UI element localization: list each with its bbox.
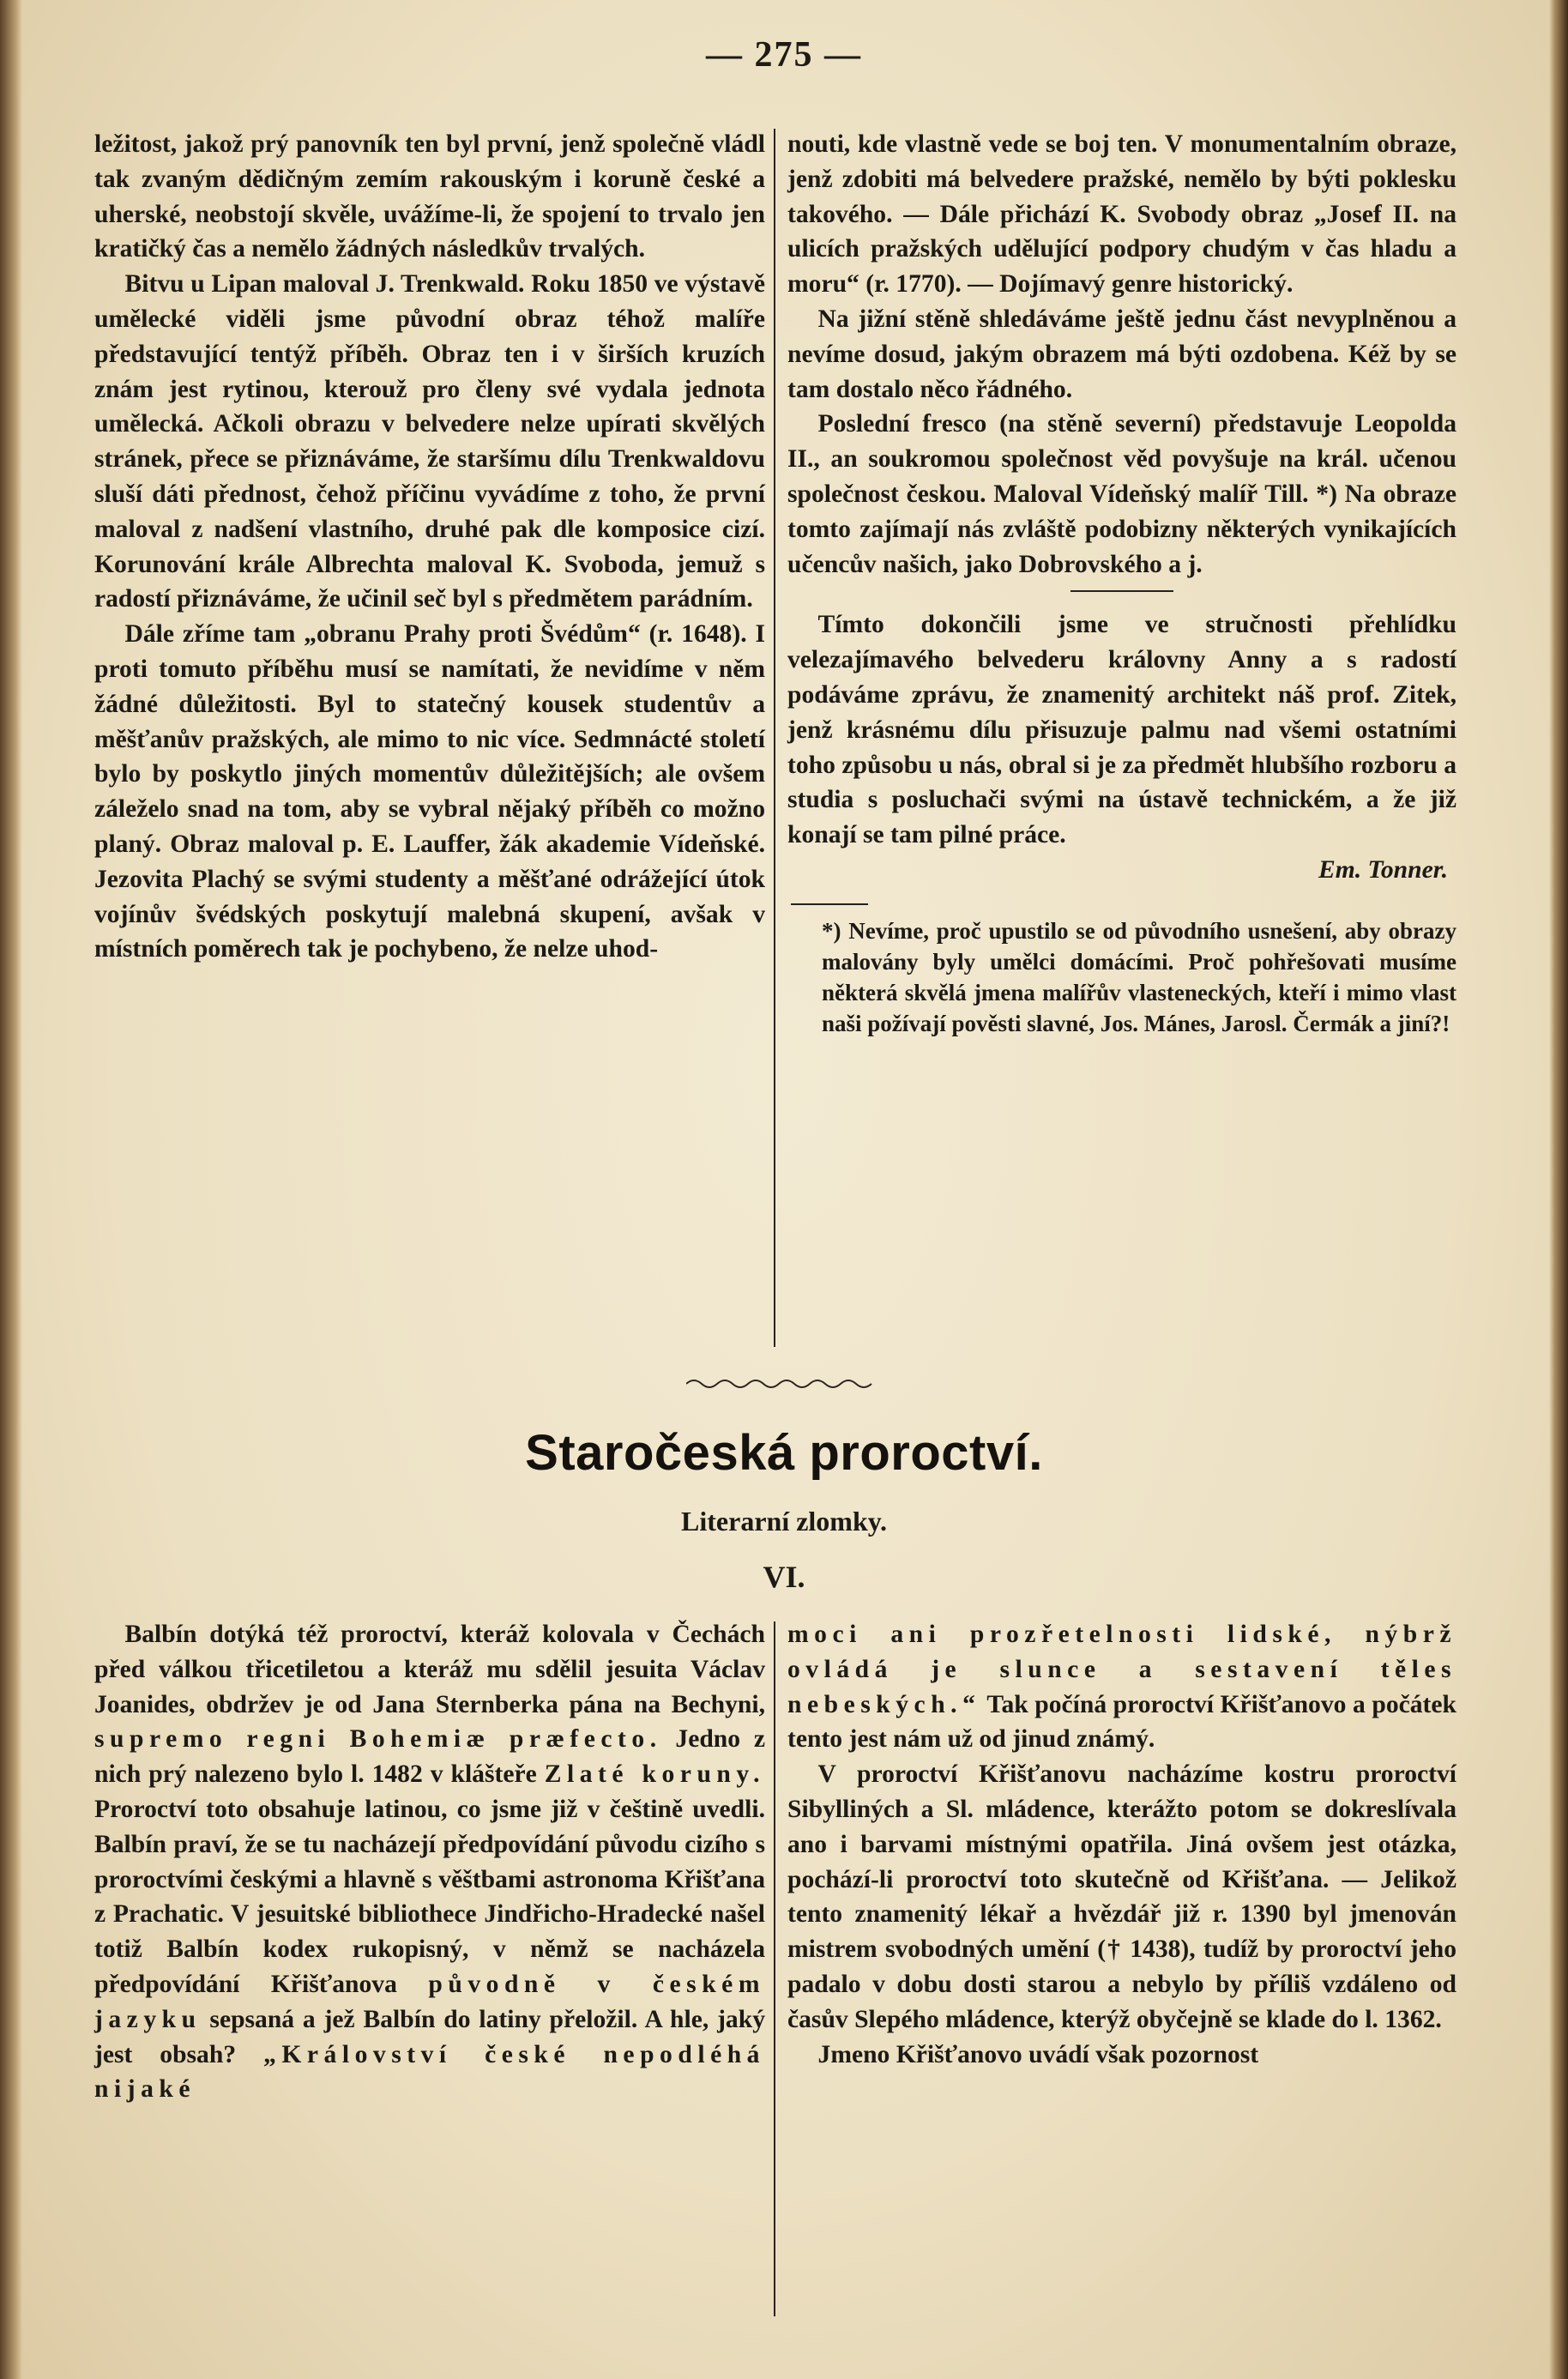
page-number: — 275 — bbox=[706, 35, 862, 75]
column-lower-left bbox=[94, 1617, 765, 2107]
paragraph bbox=[94, 1617, 765, 2107]
column-lower-right bbox=[787, 1617, 1456, 2072]
section-divider bbox=[1070, 590, 1173, 592]
text-run: Proroctví toto obsahuje latinou, co jsme již v češtině uvedli. Balbín praví, že se tu nacházejí předpovídání původu cizího s proroctvími českými a hlavně s věštbami astronoma Křišťana z Prachatic. V jesuitské bibliothece Jindřicho-Hradecké našel totiž Balbín kodex rukopisný, v němž se nacházela předpovídání Křišťanova bbox=[94, 1795, 765, 1998]
column-divider-top bbox=[774, 129, 775, 1347]
page-edge-right bbox=[1549, 0, 1568, 2379]
paragraph: Tímto dokončili jsme ve stručnosti přehlídku velezajímavého belvederu královny Anny a s radostí podáváme zprávu, že znamenitý architekt náš prof. Zitek, jenž krásnému dílu přisuzuje palmu nad všemi ostatními toho způsobu u nás, obral si je za předmět hlubšího rozboru a studia s posluchači svými na ústavě technickém, a že již konají se tam pilné práce. bbox=[787, 611, 1456, 849]
section-number: VI. bbox=[763, 1560, 805, 1594]
footnote bbox=[787, 915, 1456, 1039]
spaced-text: moci ani prozřetelnosti lidské, nýbrž ovládá je slunce a sestavení těles nebeských.“ bbox=[787, 1621, 1456, 1718]
column-upper-left bbox=[94, 127, 765, 967]
paragraph: nouti, kde vlastně vede se boj ten. V monumentalním obraze, jenž zdobiti má belvedere pražské, nemělo by býti poklesku takového. — Dále přichází K. Svobody obraz „Josef II. na ulicích pražských udělující podpory chudým v čas hladu a moru“ (r. 1770). — Dojímavý genre historický. bbox=[787, 130, 1456, 299]
footnote-text: *) Nevíme, proč upustilo se od původního usnešení, aby obrazy malovány byly umělci domácími. Proč pohřešovati musíme některá skvělá jmena malířův vlasteneckých, kteří i mimo vlast naši požívají pověsti slavné, Jos. Mánes, Jarosl. Čermák a jiní?! bbox=[822, 917, 1456, 1036]
text-run: Jedno z nich prý nalezeno bylo l. 1482 v klášteře bbox=[94, 1725, 765, 1789]
article-subtitle: Literarní zlomky. bbox=[681, 1506, 887, 1537]
paragraph: Poslední fresco (na stěně severní) představuje Leopolda II., an soukromou společnost věd povyšuje na král. učenou společnost českou. Maloval Vídeňský malíř Till. *) Na obraze tomto zajímají nás zvláště podobizny některých vynikajících učencův našich, jako Dobrovského a j. bbox=[787, 410, 1456, 578]
spaced-text: původně v českém jazyku bbox=[94, 1970, 765, 2033]
text-run: Balbín dotýká též proroctví, kteráž kolovala v Čechách před válkou třicetiletou a kteráž mu sdělil jesuita Václav Joanides, obdržev je od Jana Sternberka pána na Bechyni, bbox=[94, 1621, 765, 1718]
text-run: sepsaná a jež Balbín do latiny přeložil. A hle, jaký jest obsah? bbox=[94, 2005, 765, 2068]
column-divider-bottom bbox=[774, 1621, 775, 2316]
paragraph: Bitvu u Lipan maloval J. Trenkwald. Roku 1850 ve výstavě umělecké viděli jsme původní obraz téhož malíře představující tentýž příběh. Obraz ten i v širších kruzích znám jest rytinou, kterouž pro členy své vydala jednota umělecká. Ačkoli obrazu v belvedere nelze upírati skvělých stránek, přece se přiznáváme, že staršímu dílu Trenkwaldovu sluší dáti přednost, čehož příčinu vyvádíme z toho, že první maloval z nadšení vlastního, druhé pak dle komposice cizí. Korunování krále Albrechta maloval K. Svoboda, jemuž s radostí přiznáváme, že učinil seč byl s předmětem parádním. bbox=[94, 270, 765, 613]
paragraph: Dále zříme tam „obranu Prahy proti Švédům“ (r. 1648). I proti tomuto příběhu musí se namítati, že nevidíme v něm žádné důležitosti. Byl to statečný kousek studentův a měšťanův pražských, ale mimo to nic více. Sedmnácté století bylo by poskytlo jiných momentův důležitějších; ale ovšem záleželo snad na tom, aby se vybral nějaký příběh co možno planý. Obraz maloval p. E. Lauffer, žák akademie Vídeňské. Jezovita Plachý se svými studenty a měšťané odrážející útok vojínův švédských poskytují malebná skupení, avšak v místních poměrech tak je pochybeno, že nelze uhod- bbox=[94, 620, 765, 963]
spaced-text: „Království české nepodléhá nijaké bbox=[94, 2040, 765, 2104]
text-run: Tak počíná proroctví Křišťanovo a počátek tento jest nám už od jinud známý. bbox=[787, 1690, 1456, 1754]
paragraph: ležitost, jakož prý panovník ten byl první, jenž společně vládl tak zvaným dědičným zemím rakouským i koruně české a uherské, neobstojí skvěle, uvážíme-li, že spojení to trvalo jen kratičký čas a nemělo žádných následkův trvalých. bbox=[94, 130, 765, 263]
paragraph bbox=[787, 1617, 1456, 1757]
article-title: Staročeská proroctví. bbox=[525, 1425, 1043, 1481]
page-edge-left bbox=[0, 0, 22, 2379]
spaced-text: supremo regni Bohemiæ præfecto. bbox=[94, 1725, 662, 1754]
paragraph: V proroctví Křišťanovu nacházíme kostru proroctví Sibylliných a Sl. mládence, kterážto potom se dokreslívala ano i barvami místnými opatřila. Jiná ovšem jest otázka, pochází-li proroctví toto skutečně od Křišťana. — Jelikož tento znamenitý lékař a hvězdář již r. 1390 byl jmenován mistrem svobodných umění († 1438), tudíž by proroctví jeho padalo v dobu dosti starou a nebylo by příliš vzdáleno od časův Slepého mládence, kterýž obyčejně se klade do l. 1362. bbox=[787, 1760, 1456, 2033]
author-signature: Em. Tonner. bbox=[1318, 855, 1448, 884]
paragraph: Na jižní stěně shledáváme ještě jednu část nevyplněnou a nevíme dosud, jakým obrazem má býti ozdobena. Kéž by se tam dostalo něco řádného. bbox=[787, 305, 1456, 403]
column-upper-right bbox=[787, 127, 1456, 1039]
spaced-text: Zlaté koruny. bbox=[544, 1760, 765, 1789]
paragraph: Jmeno Křišťanovo uvádí však pozornost bbox=[817, 2040, 1259, 2068]
footnote-rule bbox=[791, 903, 868, 905]
decorative-wave-divider bbox=[686, 1377, 875, 1391]
